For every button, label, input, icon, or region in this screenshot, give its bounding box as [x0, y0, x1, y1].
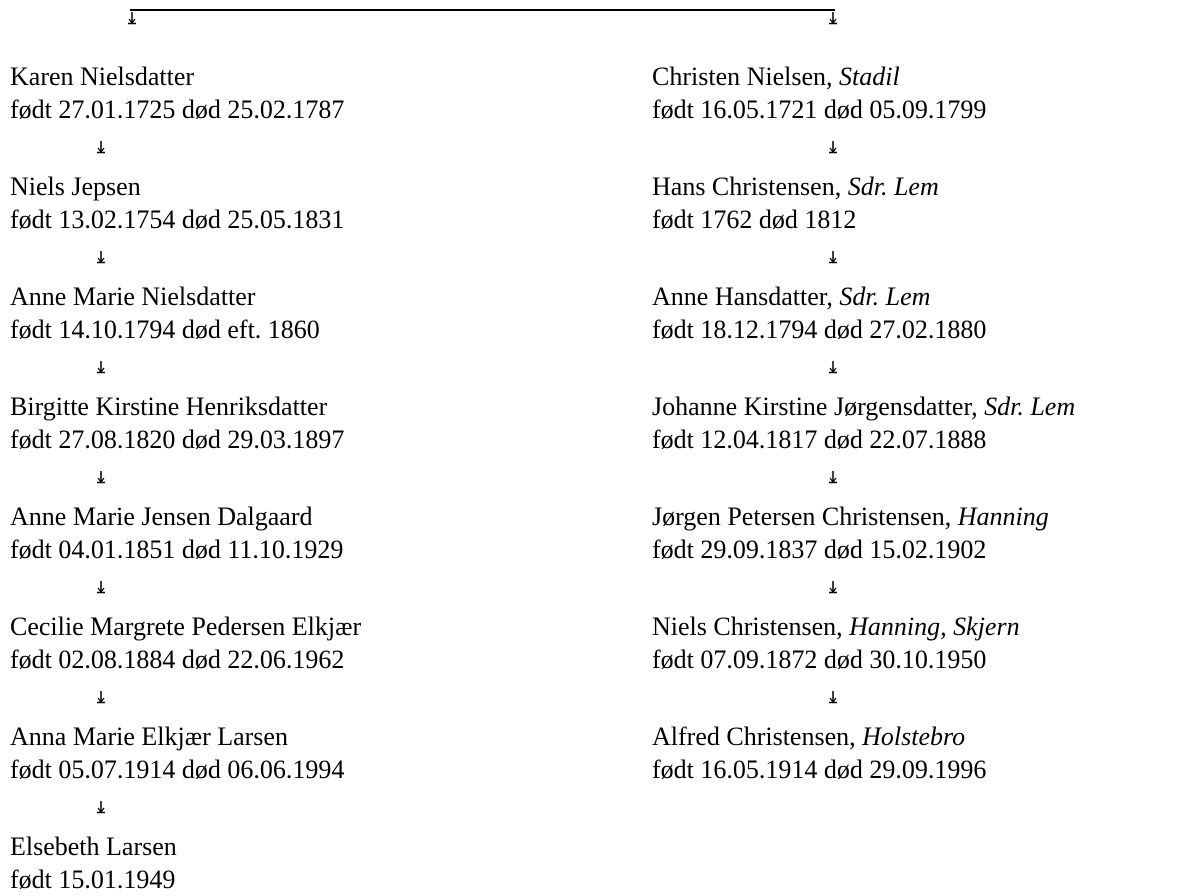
arrow-down-icon: [826, 470, 840, 484]
arrow-down-icon: [94, 690, 108, 704]
person-name: Anne Marie Jensen Dalgaard: [10, 502, 313, 531]
person-dates: født 27.08.1820 død 29.03.1897: [10, 425, 345, 454]
person-entry: [652, 500, 1049, 566]
person-dates: født 02.08.1884 død 22.06.1962: [10, 645, 345, 674]
person-name: Jørgen Petersen Christensen: [652, 502, 945, 531]
name-separator: ,: [836, 612, 850, 641]
person-dates: født 27.01.1725 død 25.02.1787: [10, 95, 345, 124]
person-dates: født 13.02.1754 død 25.05.1831: [10, 205, 345, 234]
person-entry: [10, 610, 361, 676]
person-name: Birgitte Kirstine Henriksdatter: [10, 392, 328, 421]
person-place: Stadil: [839, 62, 900, 91]
person-entry: [652, 280, 986, 346]
person-name: Niels Jepsen: [10, 172, 141, 201]
name-separator: ,: [834, 172, 848, 201]
person-name: Niels Christensen: [652, 612, 837, 641]
person-entry: [652, 390, 1075, 456]
person-name: Anne Marie Nielsdatter: [10, 282, 256, 311]
person-name: Alfred Christensen: [652, 722, 850, 751]
person-entry: [652, 720, 986, 786]
arrow-down-icon: [94, 800, 108, 814]
name-separator: ,: [971, 392, 985, 421]
arrow-down-icon: [94, 140, 108, 154]
person-place: Sdr. Lem: [839, 282, 931, 311]
person-dates: født 05.07.1914 død 06.06.1994: [10, 755, 345, 784]
name-separator: ,: [944, 502, 958, 531]
arrow-down-icon: [94, 250, 108, 264]
person-name: Christen Nielsen: [652, 62, 827, 91]
person-place: Sdr. Lem: [984, 392, 1076, 421]
person-name: Anna Marie Elkjær Larsen: [10, 722, 288, 751]
person-entry: [652, 610, 1020, 676]
arrow-down-icon: [826, 11, 840, 25]
arrow-down-icon: [125, 11, 139, 25]
arrow-down-icon: [94, 360, 108, 374]
person-dates: født 16.05.1914 død 29.09.1996: [652, 755, 987, 784]
arrow-down-icon: [94, 470, 108, 484]
person-place: Hanning, Skjern: [849, 612, 1020, 641]
person-entry: [10, 720, 344, 786]
person-entry: [10, 830, 177, 896]
person-place: Sdr. Lem: [847, 172, 939, 201]
arrow-down-icon: [826, 690, 840, 704]
arrow-down-icon: [826, 250, 840, 264]
person-dates: født 04.01.1851 død 11.10.1929: [10, 535, 344, 564]
name-separator: ,: [826, 282, 840, 311]
person-dates: født 15.01.1949: [10, 865, 176, 894]
person-dates: født 18.12.1794 død 27.02.1880: [652, 315, 987, 344]
arrow-down-icon: [826, 580, 840, 594]
person-dates: født 1762 død 1812: [652, 205, 857, 234]
person-name: Karen Nielsdatter: [10, 62, 195, 91]
person-entry: [10, 170, 344, 236]
person-entry: [652, 170, 939, 236]
person-name: Elsebeth Larsen: [10, 832, 177, 861]
person-dates: født 12.04.1817 død 22.07.1888: [652, 425, 987, 454]
person-name: Anne Hansdatter: [652, 282, 827, 311]
person-dates: født 29.09.1837 død 15.02.1902: [652, 535, 987, 564]
person-name: Hans Christensen: [652, 172, 835, 201]
person-place: Hanning: [957, 502, 1049, 531]
name-separator: ,: [849, 722, 863, 751]
person-dates: født 14.10.1794 død eft. 1860: [10, 315, 320, 344]
person-place: Holstebro: [862, 722, 966, 751]
name-separator: ,: [826, 62, 840, 91]
person-dates: født 07.09.1872 død 30.10.1950: [652, 645, 987, 674]
person-entry: [10, 390, 344, 456]
arrow-down-icon: [94, 580, 108, 594]
person-entry: [10, 60, 344, 126]
person-dates: født 16.05.1721 død 05.09.1799: [652, 95, 987, 124]
arrow-down-icon: [826, 360, 840, 374]
person-entry: [10, 280, 320, 346]
top-connector-line: [130, 9, 835, 11]
person-entry: [10, 500, 343, 566]
person-name: Johanne Kirstine Jørgensdatter: [652, 392, 972, 421]
arrow-down-icon: [826, 140, 840, 154]
person-entry: [652, 60, 986, 126]
person-name: Cecilie Margrete Pedersen Elkjær: [10, 612, 362, 641]
